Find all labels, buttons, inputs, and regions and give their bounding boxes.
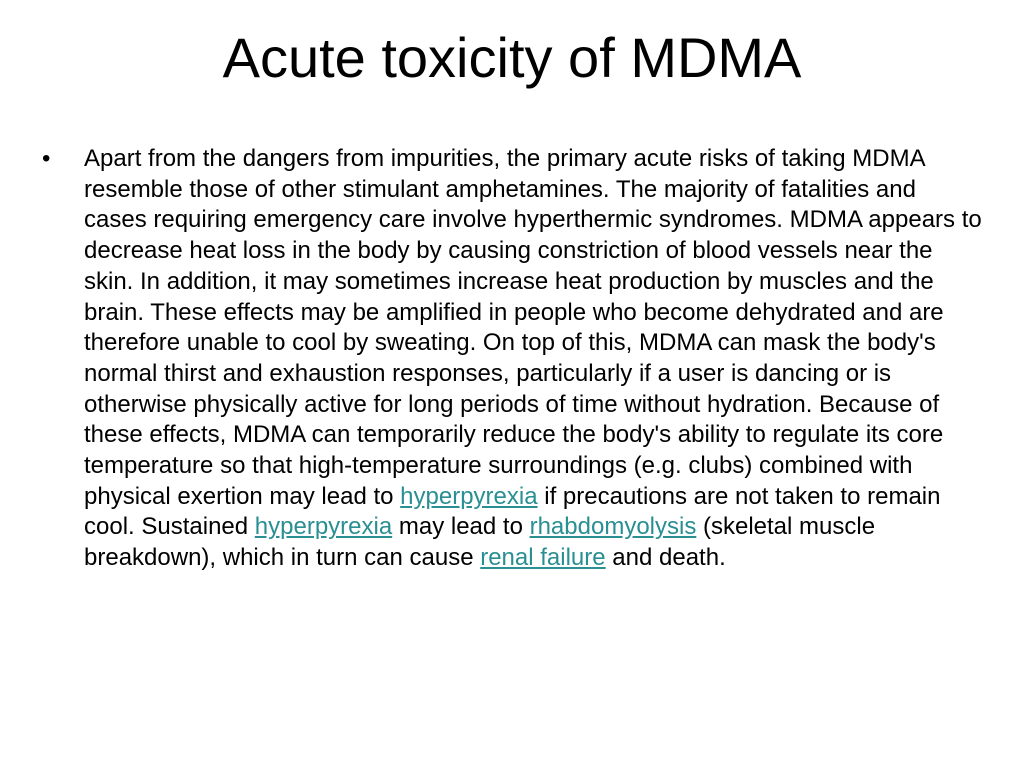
paragraph-text: Apart from the dangers from impurities, the primary acute risks of taking MDMA resemble those of other stimulant amphetamines. The majority of fatalities and cases requiring emergency care involve hyperthermic syndromes. MDMA appears to decrease heat loss in the body by causing constriction of blood vessels near the skin. In addition, it may sometimes increase heat production by muscles and the brain. These effects may be amplified in people who become dehydrated and are therefore unable to cool by sweating. On top of this, MDMA can mask the body's normal thirst and exhaustion responses, particularly if a user is dancing or is otherwise physically active for long periods of time without hydration. Because of these effects, MDMA can temporarily reduce the body's ability to regulate its core temperature so that high-temperature surroundings (e.g. clubs) combined with physical exertion may lead to — [84, 145, 982, 510]
bullet-list — [42, 144, 982, 574]
bullet-paragraph — [84, 144, 982, 574]
bullet-icon: • — [42, 145, 51, 172]
rhabdomyolysis-link[interactable]: rhabdomyolysis — [529, 513, 697, 541]
paragraph-text: if precautions are not taken to remain cool. Sustained — [84, 482, 941, 541]
paragraph-text: may lead to — [392, 513, 530, 541]
paragraph-text: (skeletal muscle breakdown), which in turn can cause — [84, 513, 876, 572]
paragraph-text: and death. — [605, 544, 726, 572]
bullet-item — [42, 144, 982, 574]
slide-title: Acute toxicity of MDMA — [222, 26, 802, 89]
renal-failure-link[interactable]: renal failure — [480, 544, 606, 572]
hyperpyrexia-link[interactable]: hyperpyrexia — [400, 482, 538, 510]
hyperpyrexia-link[interactable]: hyperpyrexia — [254, 513, 393, 541]
